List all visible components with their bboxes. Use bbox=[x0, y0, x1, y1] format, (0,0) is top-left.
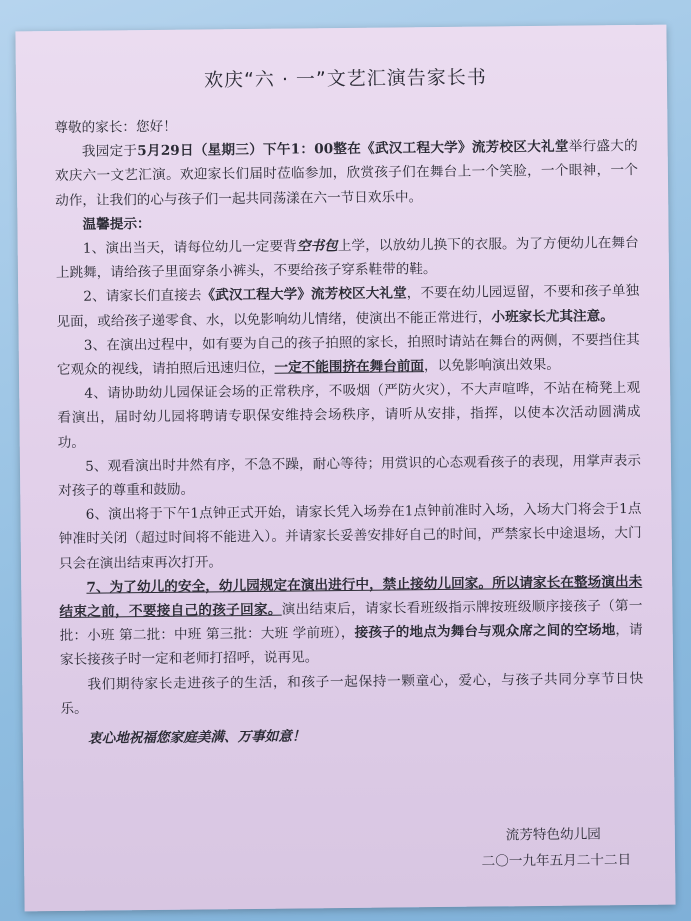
tips-heading: 温馨提示： bbox=[82, 215, 151, 233]
tip3-text-c: ，以免影响演出效果。 bbox=[423, 356, 560, 375]
intro-event-time-place: 5月29日（星期三）下午1：00整在《武汉工程大学》流芳校区大礼堂 bbox=[137, 138, 569, 160]
tip2-text-a: 2、请家长们直接去 bbox=[83, 287, 202, 306]
signature-date: 二〇一九年五月二十二日 bbox=[481, 852, 632, 870]
tip1-empty-bag: 空书包 bbox=[296, 238, 338, 255]
signature-block bbox=[481, 821, 631, 875]
letter-paper bbox=[15, 25, 675, 912]
tip-item-1 bbox=[56, 231, 639, 286]
tip-item-2 bbox=[56, 279, 639, 334]
tip1-text-a: 1、演出当天，请每位幼儿一定要背 bbox=[82, 238, 297, 257]
tip2-small-class-note: 小班家长尤其注意。 bbox=[491, 307, 614, 326]
tip-item-7 bbox=[59, 570, 643, 673]
tip7-safety-rule: 7、为了幼儿的安全，幼儿园规定在演出进行中，禁止接幼儿回家。所以请家长在整场演出未结束之前，不要接自己的孩子回家。 bbox=[59, 573, 643, 621]
tip3-no-crowding: 一定不能围挤在舞台前面 bbox=[274, 358, 425, 376]
signature-org: 流芳特色幼儿园 bbox=[505, 826, 601, 844]
greeting: 尊敬的家长：您好！ bbox=[54, 118, 177, 137]
tip7-text-d: ，请家长接孩子时一定和老师打招呼，说再见。 bbox=[59, 622, 643, 669]
tip-item-6: 6、演出将于下午1点钟正式开始，请家长凭入场券在1点钟前准时入场，入场大门将会于1点钟准时关闭（超过时间将不能进入）。并请家长妥善安排好自己的时间，严禁家长中途退场，大门只会在演出结束再次打开。 bbox=[58, 501, 642, 572]
closing-paragraph: 我们期待家长走进孩子的生活，和孩子一起保持一颗童心，爱心，与孩子共同分享节日快乐。 bbox=[60, 670, 644, 717]
intro-paragraph bbox=[55, 134, 639, 213]
intro-text-c: 举行盛大的欢庆六一文艺汇演。欢迎家长们届时莅临参加，欣赏孩子们在舞台上一个笑脸，一个眼神，一个动作，让我们的心与孩子们一起共同荡漾在六一节日欢乐中。 bbox=[54, 138, 638, 209]
letter-title: 欢庆“六 · 一”文艺汇演告家长书 bbox=[203, 66, 487, 92]
intro-text-a: 我园定于 bbox=[81, 143, 138, 160]
tip-item-3 bbox=[57, 328, 640, 383]
wishes: 衷心地祝福您家庭美满、万事如意！ bbox=[87, 728, 306, 747]
tip3-text-a: 3、在演出过程中，如有要为自己的孩子拍照的家长，拍照时请站在舞台的两侧，不要挡住其它观众的视线，请拍照后迅速归位， bbox=[56, 331, 640, 379]
tip-item-4: 4、请协助幼儿园保证会场的正常秩序，不吸烟（严防火灾），不大声喧哗，不站在椅凳上观看演出，届时幼儿园将聘请专职保安维持会场秩序，请听从安排，指挥，以使本次活动圆满成功。 bbox=[57, 380, 641, 451]
tip1-text-c: 上学，以放幼儿换下的衣服。为了方便幼儿在舞台上跳舞，请给孩子里面穿条小裤头，不要给孩子穿系鞋带的鞋。 bbox=[55, 234, 639, 282]
tip2-text-c: ，不要在幼儿园逗留，不要和孩子单独见面，或给孩子递零食、水，以免影响幼儿情绪，使演出不能正常进行， bbox=[56, 283, 640, 330]
tip7-pickup-order: 演出结束后，请家长看班级指示牌按班级顺序接孩子（第一批：小班 第二批：中班 第三批：大班 学前班）， bbox=[59, 597, 643, 645]
tip-item-5: 5、观看演出时井然有序，不急不躁，耐心等待；用赏识的心态观看孩子的表现，用掌声表示对孩子的尊重和鼓励。 bbox=[58, 452, 642, 500]
tip7-pickup-location: 接孩子的地点为舞台与观众席之间的空场地 bbox=[354, 622, 616, 642]
tip2-venue: 《武汉工程大学》流芳校区大礼堂 bbox=[201, 285, 407, 304]
